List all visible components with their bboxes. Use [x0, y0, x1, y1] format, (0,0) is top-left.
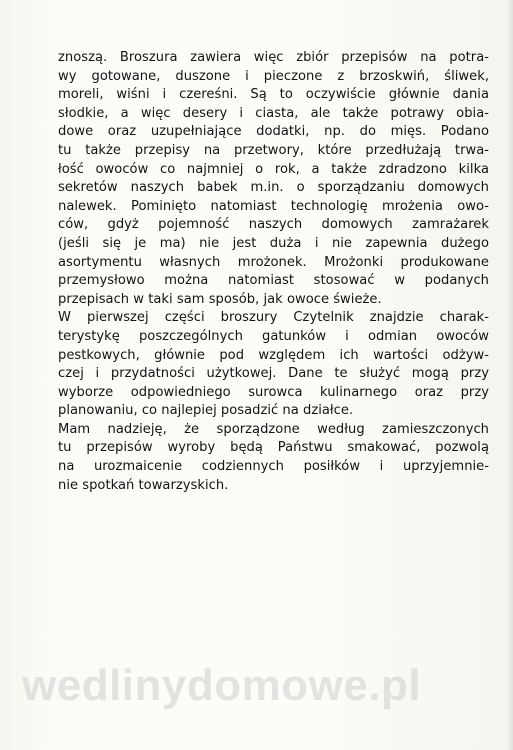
text-line: dowe oraz uzupełniające dodatki, np. do mięs. Podano — [58, 124, 489, 140]
text-line: ców, gdyż pojemność naszych domowych zamrażarek — [58, 217, 489, 233]
text-line: słodkie, a więc desery i ciasta, ale także potrawy obia- — [58, 105, 489, 121]
text-line: Mam nadzieję, że sporządzone według zamieszczonych — [58, 421, 489, 437]
text-line: przemysłowo można natomiast stosować w podanych — [58, 273, 489, 289]
text-line: znoszą. Broszura zawiera więc zbiór przepisów na potra- — [58, 50, 489, 65]
text-line: (jeśli się je ma) nie jest duża i nie zapewnia dużego — [58, 235, 489, 251]
text-line: asortymentu własnych mrożonek. Mrożonki produkowane — [58, 254, 489, 270]
text-line: czej i przydatności użytkowej. Dane te służyć mogą przy — [58, 366, 489, 382]
text-line: wyborze odpowiedniego surowca kulinarnego oraz przy — [58, 384, 489, 400]
text-line: W pierwszej części broszury Czytelnik znajdzie charak- — [58, 310, 489, 326]
text-line: sekretów naszych babek m.in. o sporządzaniu domowych — [58, 180, 489, 196]
text-line-paragraph-end: nie spotkań towarzyskich. — [58, 477, 229, 493]
text-line: wy gotowane, duszone i pieczone z brzoskwiń, śliwek, — [58, 68, 489, 84]
text-line-paragraph-end: przepisach w taki sam sposób, jak owoce świeże. — [58, 291, 382, 307]
text-line-paragraph-end: planowaniu, co najlepiej posadzić na działce. — [58, 403, 354, 419]
text-line: moreli, wiśni i czereśni. Są to oczywiście głównie dania — [58, 87, 489, 103]
text-line: na urozmaicenie codziennych posiłków i uprzyjemnie- — [58, 459, 489, 475]
text-line: tu przepisów wyroby będą Państwu smakować, pozwolą — [58, 440, 489, 456]
text-line: tu także przepisy na przetwory, które przedłużają trwa- — [58, 142, 489, 158]
text-line: łość owoców co najmniej o rok, a także zdradzono kilka — [58, 161, 489, 177]
text-line: pestkowych, głównie pod względem ich wartości odżyw- — [58, 347, 489, 363]
text-line: terystykę poszczególnych gatunków i odmian owoców — [58, 328, 489, 344]
watermark: wedlinydomowe.pl — [22, 661, 422, 710]
page-edge-shadow — [507, 0, 513, 750]
text-line: nalewek. Pominięto natomiast technologię mrożenia owo- — [58, 198, 489, 214]
body-text — [58, 49, 489, 495]
